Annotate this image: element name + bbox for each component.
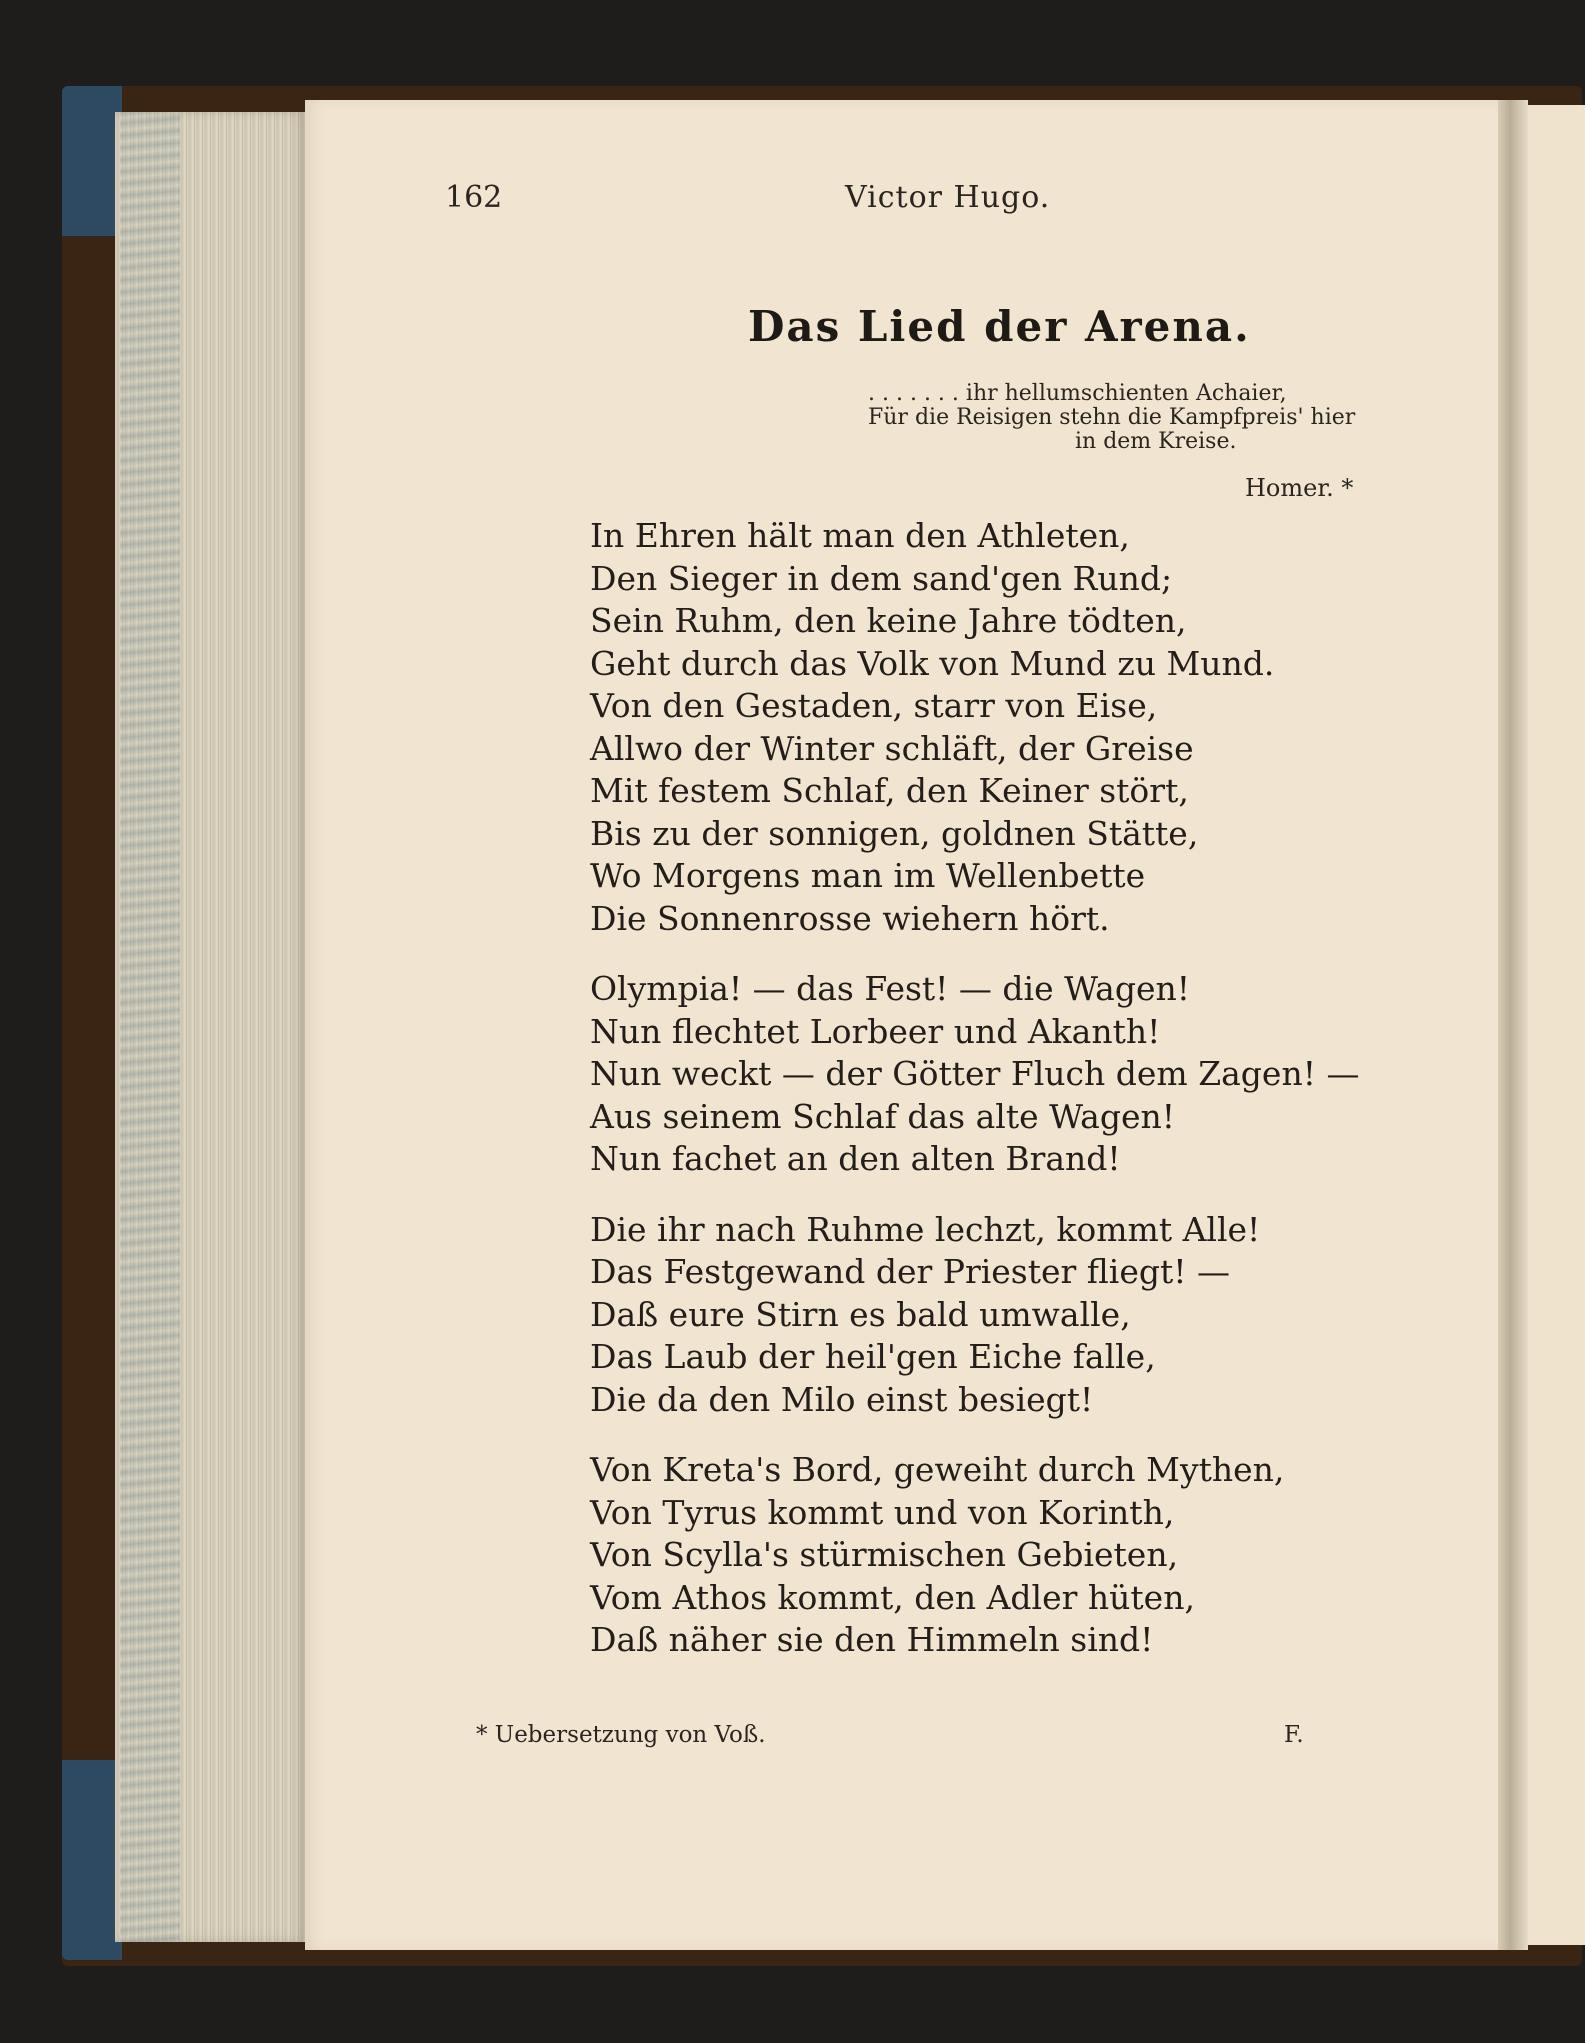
page-header	[445, 180, 1445, 230]
verse-line: Von Tyrus kommt und von Korinth,	[590, 1492, 1175, 1532]
footnote-text: * Uebersetzung von Voß.	[476, 1722, 766, 1748]
marbled-page-edge	[120, 112, 180, 1942]
cloth-corner-top	[62, 86, 122, 236]
epigraph-line: Für die Reisigen stehn die Kampfpreis' hier	[868, 405, 1356, 430]
epigraph-line: in dem Kreise.	[1075, 429, 1237, 454]
verse-line: Sein Ruhm, den keine Jahre tödten,	[590, 601, 1187, 640]
verse-line: Nun fachet an den alten Brand!	[590, 1139, 1121, 1178]
right-page-edge	[1528, 105, 1585, 1945]
verse-line: Mit festem Schlaf, den Keiner stört,	[590, 771, 1189, 810]
verse-line: Olympia! — das Fest! — die Wagen!	[590, 969, 1191, 1008]
verse-line: In Ehren hält man den Athleten,	[590, 516, 1130, 555]
verse-line: Geht durch das Volk von Mund zu Mund.	[590, 643, 1275, 683]
stanza	[590, 515, 1390, 940]
verse-line: Die Sonnenrosse wiehern hört.	[590, 898, 1110, 938]
page-number: 162	[445, 180, 503, 215]
verse-line: Die da den Milo einst besiegt!	[590, 1379, 1094, 1419]
verse-line: Wo Morgens man im Wellenbette	[590, 856, 1146, 895]
verse-line: Das Laub der heil'gen Eiche falle,	[590, 1337, 1156, 1376]
verse-line: Von den Gestaden, starr von Eise,	[590, 686, 1158, 725]
verse-line: Nun weckt — der Götter Fluch dem Zagen! —	[590, 1054, 1360, 1093]
verse-line: Aus seinem Schlaf das alte Wagen!	[590, 1096, 1175, 1136]
poem-body	[590, 515, 1390, 1690]
verse-line: Den Sieger in dem sand'gen Rund;	[590, 558, 1173, 598]
verse-line: Vom Athos kommt, den Adler hüten,	[590, 1577, 1195, 1617]
verse-line: Das Festgewand der Priester fliegt! —	[590, 1252, 1231, 1291]
epigraph	[868, 382, 1388, 454]
verse-line: Nun flechtet Lorbeer und Akanth!	[590, 1011, 1161, 1051]
verse-line: Von Scylla's stürmischen Gebieten,	[590, 1535, 1179, 1574]
verse-line: Die ihr nach Ruhme lechzt, kommt Alle!	[590, 1209, 1261, 1249]
stanza	[590, 1209, 1390, 1422]
verse-line: Daß eure Stirn es bald umwalle,	[590, 1294, 1131, 1334]
verse-line: Von Kreta's Bord, geweiht durch Mythen,	[590, 1450, 1285, 1489]
epigraph-author: Homer. *	[1245, 474, 1354, 502]
verse-line: Allwo der Winter schläft, der Greise	[590, 728, 1194, 768]
verse-line: Bis zu der sonnigen, goldnen Stätte,	[590, 813, 1199, 853]
book-gutter	[1498, 100, 1528, 1950]
verse-line: Daß näher sie den Himmeln sind!	[590, 1620, 1154, 1659]
stanza	[590, 968, 1390, 1181]
running-head: Victor Hugo.	[845, 180, 1051, 215]
stanza	[590, 1449, 1390, 1662]
epigraph-line: . . . . . . . ihr hellumschienten Achaier,	[868, 381, 1287, 406]
poem-title: Das Lied der Arena.	[748, 302, 1251, 351]
translator-initial: F.	[1284, 1722, 1304, 1748]
cloth-corner-bottom	[62, 1760, 122, 1960]
